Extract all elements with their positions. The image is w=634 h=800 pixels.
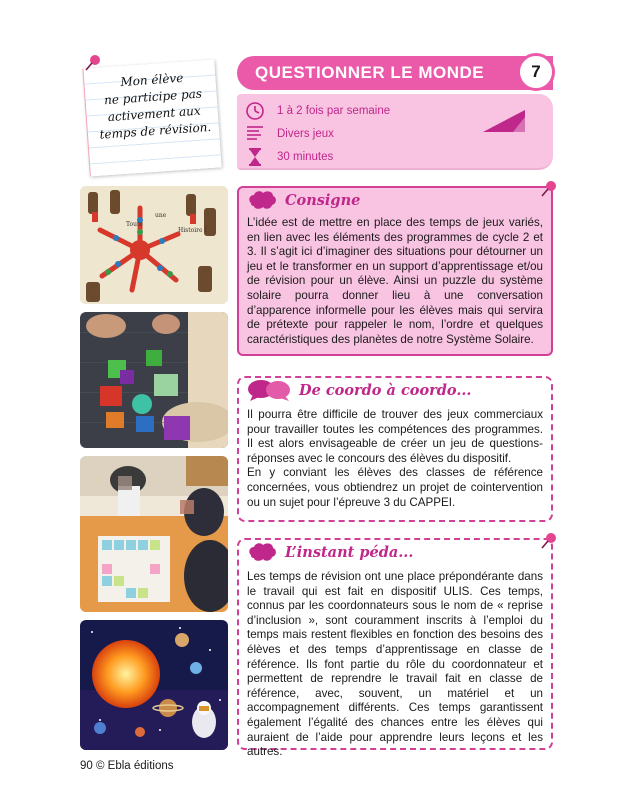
board-word-histoire: Histoire ! bbox=[178, 227, 207, 234]
peda-title: L’instant péda... bbox=[285, 543, 414, 561]
pushpin-icon bbox=[540, 532, 558, 550]
coordo-box bbox=[237, 376, 553, 522]
publisher-credit: © Ebla éditions bbox=[96, 760, 174, 772]
material-row bbox=[245, 123, 334, 145]
speech-bubbles-icon bbox=[247, 378, 291, 402]
activity-number-badge: 7 bbox=[517, 53, 555, 91]
coordo-header bbox=[247, 376, 471, 404]
peda-text: Les temps de révision ont une place prépondérante dans le travail qui est fait en dispositif ULIS. Ces temps, connus par les coordonnateurs sous le nom de « reprise d’inclusion », sont couramment inscrits à l’emploi du temps mais restent flexibles en fonction des besoins des élèves et des temps d’apprentissage en classe de référence. Ils font partie du rôle du coordonnateur et permettent de reprendre le travail fait en classe de référence, avec, souvent, un matériel et un accompagnement différents. Ces temps garantissent également l’égalité des chances entre les élèves qui auraient de l’aide pour apprendre leurs leçons et les autres. bbox=[247, 570, 543, 759]
page-footer bbox=[80, 760, 174, 772]
consigne-text: L’idée est de mettre en place des temps de jeux variés, en lien avec les éléments des programmes de cycle 2 et 3. Il s’agit ici d’imaginer des situations pour détourner un jeu et le transformer en un support d’apprentissage et/ou de révision pour un élève. Ainsi un puzzle du système solaire pourra donner lieu à une conversation d’apparence informelle pour les élèves mais qui servira de prétexte pour rappeler le nom, l’ordre et quelques caractéristiques des planètes de notre Système Solaire. bbox=[247, 216, 543, 346]
photo-blocks-game bbox=[80, 312, 228, 448]
duration-row bbox=[245, 146, 333, 168]
hourglass-icon bbox=[245, 147, 265, 167]
brain-icon bbox=[247, 189, 277, 211]
coordo-text bbox=[247, 408, 543, 510]
photo-solar-system-puzzle bbox=[80, 620, 228, 750]
board-word-toute: Toute bbox=[126, 221, 143, 228]
consigne-header bbox=[247, 186, 360, 214]
consigne-box bbox=[237, 186, 553, 356]
clock-icon bbox=[245, 101, 265, 121]
frequency-row bbox=[245, 100, 390, 122]
page-number: 90 bbox=[80, 760, 93, 772]
duration-label: 30 minutes bbox=[277, 151, 334, 163]
list-icon bbox=[245, 124, 265, 144]
pushpin-icon bbox=[540, 180, 558, 198]
photo-students-playing bbox=[80, 456, 228, 612]
brain-icon bbox=[247, 541, 277, 563]
photo-board-game bbox=[80, 186, 228, 304]
frequency-label: 1 à 2 fois par semaine bbox=[277, 105, 391, 117]
coordo-paragraph: En y conviant les élèves des classes de référence concernées, vous obtiendrez un projet de cointervention ou un sujet pour l’épreuve 3 du CAPPEI. bbox=[247, 466, 543, 509]
peda-header bbox=[247, 538, 413, 566]
material-label: Divers jeux bbox=[277, 128, 334, 140]
activity-info-box bbox=[237, 94, 553, 170]
coordo-title: De coordo à coordo... bbox=[299, 381, 472, 399]
section-title: QUESTIONNER LE MONDE bbox=[255, 63, 485, 82]
pushpin-icon bbox=[84, 54, 102, 72]
peda-box bbox=[237, 538, 553, 759]
board-word-une: une bbox=[155, 212, 167, 219]
note-text: Mon élève ne participe pas activement aux temps de révision. bbox=[99, 70, 212, 142]
consigne-title: Consigne bbox=[285, 191, 361, 209]
reminder-note bbox=[82, 60, 221, 177]
section-title-bar bbox=[237, 56, 553, 90]
coordo-paragraph: Il pourra être difficile de trouver des jeux commerciaux pour travailler toutes les compétences des programmes. Il est alors envisageable de créer un jeu de questions-réponses avec le concours des élèves du dispositif. bbox=[247, 408, 543, 465]
difficulty-level-icon bbox=[483, 110, 525, 132]
